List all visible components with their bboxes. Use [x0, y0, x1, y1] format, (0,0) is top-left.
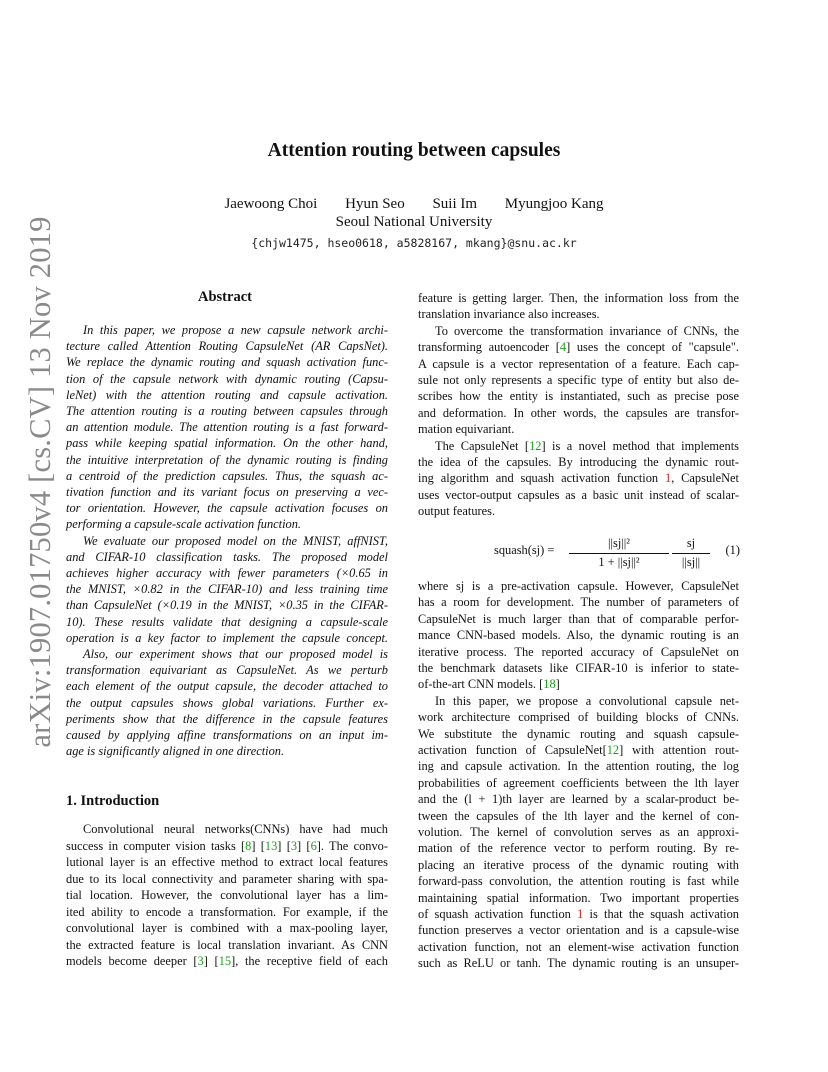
text-line: the benchmark datasets like CIFAR-10 is inferior to state- — [418, 661, 739, 675]
text-line: mation equivariant. — [418, 422, 515, 437]
text-line: placing an iterative process of the dynamic routing with — [418, 857, 739, 872]
text-line: The CapsuleNet [12] is a novel method that implements — [435, 438, 739, 453]
text-line: has a room for development. The number of parameters of — [418, 595, 739, 610]
text-line: volution. The kernel of convolution serves as an approxi- — [418, 825, 739, 839]
text-line: activation function of CapsuleNet[12] with attention rout- — [418, 743, 740, 757]
text-line: maintaining spatial information. Two important properties — [418, 890, 739, 905]
author-name: Suii Im — [432, 196, 478, 212]
author-list — [0, 196, 828, 213]
citation-link[interactable]: 3 — [197, 954, 204, 968]
citation-link[interactable]: 12 — [529, 438, 542, 453]
equation-lhs: squash(sj) = — [494, 543, 555, 557]
text-line: output features. — [418, 504, 496, 519]
introduction-heading: 1. Introduction — [66, 793, 160, 809]
text-line: To overcome the transformation invariance of CNNs, the — [435, 323, 739, 338]
text-line: of squash activation function 1 is that the squash activation — [418, 907, 740, 921]
text-line: periments show that the difference in the capsule features — [66, 711, 388, 726]
text-line: ing and capsule activation. In the attention routing, the log — [418, 759, 739, 774]
text-line: feature is getting larger. Then, the information loss from the — [418, 291, 739, 305]
text-line: age is significantly aligned in one direction. — [66, 744, 285, 759]
text-line: an attention module. The attention routing is a fast forward- — [66, 420, 388, 435]
text-line: a centroid of the prediction capsules. Thus, the squash ac- — [66, 468, 388, 483]
text-line: tween the capsules of the lth layer and the kernel of con- — [418, 808, 739, 823]
text-line: tial location. However, the convolutional layer has a lim- — [66, 888, 388, 902]
text-line: leNet) with the attention routing and capsule activation. — [66, 387, 388, 402]
text-line: lutional layer is an effective method to extract local features — [66, 855, 388, 869]
author-name: Jaewoong Choi — [224, 196, 318, 212]
text-line: caused by applying affine transformations on an input im- — [66, 728, 388, 742]
text-line: transforming autoencoder [4] uses the concept of "capsule". — [418, 340, 739, 355]
text-line: and the (l + 1)th layer are learned by a scalar-product be- — [418, 792, 739, 807]
text-line: A capsule is a vector representation of a feature. Each cap- — [418, 356, 739, 371]
text-line: the output capsules shows global variations. Further ex- — [66, 695, 388, 710]
text-line: probabilities of agreement coefficients between the lth layer — [418, 775, 739, 790]
text-line: achieves higher accuracy with fewer parameters (×0.65 in — [66, 566, 388, 580]
text-line: We evaluate our proposed model on the MNIST, affNIST, — [83, 533, 388, 548]
text-line: such as ReLU or tanh. The dynamic routing is an unsuper- — [418, 956, 739, 971]
equation-fraction — [569, 536, 669, 570]
citation-link[interactable]: 8 — [245, 838, 252, 853]
author-emails: {chjw1475, hseo0618, a5828167, mkang}@snu.ac.kr — [251, 236, 577, 250]
text-line: the idea of the capsules. By introducing the dynamic rout- — [418, 455, 739, 469]
text-line: uses vector-output capsules as a basic unit instead of scalar- — [418, 487, 739, 502]
text-line: ing algorithm and squash activation function 1, CapsuleNet — [418, 471, 739, 486]
text-line: tor orientation. However, the capsule activation focuses on — [66, 501, 388, 516]
text-line: convolutional layer is combined with a max-pooling layer, — [66, 921, 388, 935]
author-name: Hyun Seo — [345, 196, 405, 212]
text-line: and deformation. In other words, the capsules are transfor- — [418, 405, 739, 420]
text-line: the MNIST, ×0.82 in the CIFAR-10) and less training time — [66, 582, 388, 597]
text-line: tivation function and its variant focus on preserving a vec- — [66, 485, 388, 499]
equation-fraction — [672, 536, 710, 570]
text-line: performing a capsule-scale activation function. — [66, 517, 302, 532]
text-line: CapsuleNet is much larger than that of comparable perfor- — [418, 611, 739, 626]
text-line: activation function, not an element-wise activation function — [418, 939, 739, 954]
citation-link[interactable]: 13 — [264, 838, 278, 853]
text-line: Also, our experiment shows that our proposed model is — [83, 647, 388, 661]
text-line: due to its local connectivity and parameter sharing with spa- — [66, 871, 388, 886]
citation-link[interactable]: 15 — [218, 954, 232, 968]
text-line: the intuitive interpretation of the dynamic routing is finding — [66, 452, 388, 467]
fraction-bar — [672, 553, 710, 554]
text-line: The attention routing is a routing between capsules through — [66, 404, 388, 418]
text-line: 10). These results validate that designing a capsule-scale — [66, 614, 388, 629]
text-line: operation is a key factor to implement the capsule concept. — [66, 630, 388, 645]
text-line: and CIFAR-10 classification tasks. The proposed model — [66, 549, 388, 564]
text-line: function preserves a vector orientation and is a capsule-wise — [418, 923, 739, 938]
arxiv-stamp: arXiv:1907.01750v4 [cs.CV] 13 Nov 2019 — [23, 216, 57, 748]
fraction-denominator: 1 + ||sj||² — [598, 555, 640, 569]
citation-link[interactable]: 18 — [543, 677, 556, 692]
text-line: sule not only represents a specific type of entity but also de- — [418, 373, 739, 387]
squash-equation — [494, 536, 740, 572]
text-line: the extracted feature is local translation invariant. As CNN — [66, 937, 388, 952]
text-line: In this paper, we propose a convolutional capsule net- — [435, 693, 739, 708]
text-line: tecture called Attention Routing CapsuleNet (AR CapsNet). — [66, 339, 388, 354]
text-line: tion of the capsule network with dynamic routing (Capsu- — [66, 371, 388, 386]
citation-link[interactable]: 6 — [310, 838, 317, 853]
affiliation: Seoul National University — [335, 214, 493, 230]
citation-link[interactable]: 12 — [606, 743, 620, 757]
text-line: mance CNN-based models. Also, the dynamic routing is an — [418, 628, 739, 643]
text-line: where sj is a pre-activation capsule. However, CapsuleNet — [418, 579, 739, 593]
fraction-numerator: sj — [686, 536, 696, 550]
text-line: transformation equivariant as CapsuleNet. As we perturb — [66, 663, 388, 678]
text-line: success in computer vision tasks [8] [13] [3] [6]. The convo- — [66, 838, 388, 853]
text-line: models become deeper [3] [15], the receptive field of each — [66, 954, 388, 968]
fraction-bar — [569, 553, 669, 554]
fraction-denominator: ||sj|| — [681, 555, 701, 569]
text-line: work architecture comprised of building blocks of CNNs. — [418, 710, 739, 725]
text-line: We replace the dynamic routing and squash activation func- — [66, 355, 388, 370]
abstract-heading: Abstract — [198, 289, 252, 305]
equation-link[interactable]: 1 — [577, 907, 584, 921]
text-line: ited ability to encode a transformation. For example, if the — [66, 904, 388, 919]
paper-title: Attention routing between capsules — [267, 140, 561, 161]
text-line: each element of the output capsule, the decoder attached to — [66, 679, 388, 694]
equation-number: (1) — [725, 543, 740, 557]
text-line: iterative process. The reported accuracy of CapsuleNet on — [418, 644, 739, 659]
text-line: mation of the reference vector to perform routing. By re- — [418, 841, 739, 856]
citation-link[interactable]: 4 — [559, 340, 567, 355]
text-line: of-the-art CNN models. [18] — [418, 677, 560, 692]
text-line: forward-pass convolution, the attention routing is fast while — [418, 874, 739, 889]
text-line: pass while keeping spatial information. On the other hand, — [66, 436, 388, 451]
text-line: than CapsuleNet (×0.19 in the MNIST, ×0.35 in the CIFAR- — [66, 598, 388, 613]
text-line: scribes how the entity is instantiated, such as precise pose — [418, 389, 739, 404]
fraction-numerator: ||sj||² — [608, 536, 630, 550]
citation-link[interactable]: 3 — [290, 838, 298, 853]
text-line: Convolutional neural networks(CNNs) have had much — [83, 822, 388, 836]
text-line: translation invariance also increases. — [418, 307, 600, 322]
author-name: Myungjoo Kang — [504, 196, 604, 212]
equation-link[interactable]: 1 — [665, 471, 672, 486]
text-line: In this paper, we propose a new capsule network archi- — [83, 323, 388, 337]
text-line: We substitute the dynamic routing and squash capsule- — [418, 726, 739, 741]
